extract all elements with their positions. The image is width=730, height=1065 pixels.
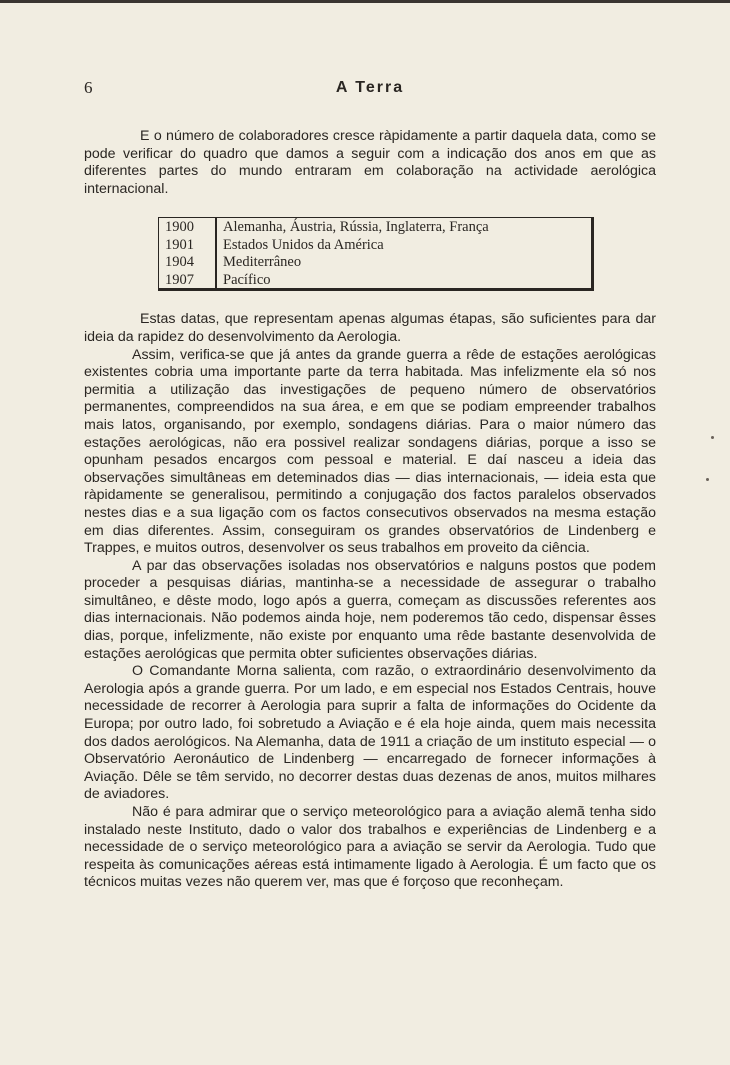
paragraph: Não é para admirar que o serviço meteorológico para a aviação alemã tenha sido instalado neste Instituto, dado o valor dos trabalhos e experiências de Lindenberg e a necessidade de o serviço meteorológico para a aviação se servir da Aerologia. Tudo que respeita às comunicações aéreas está intimamente ligado à Aerologia. É um facto que os técnicos muitas vezes não querem ver, mas que é forçoso que reconheçam.	[84, 804, 656, 891]
intro-paragraph: E o número de colaboradores cresce ràpidamente a partir daquela data, como se pode verificar do quadro que damos a seguir com a indicação dos anos em que as diferentes partes do mundo entraram em colaboração na actividade aerológica internacional.	[84, 128, 656, 197]
year-cell: 1907	[159, 271, 216, 289]
table-row	[159, 253, 591, 271]
page-number: 6	[84, 78, 93, 97]
places-cell: Pacífico	[223, 271, 271, 288]
year-cell: 1900	[159, 218, 216, 236]
paragraph: A par das observações isoladas nos observatórios e nalguns postos que podem proceder a pesquisas diárias, mantinha-se a necessidade de assegurar o trabalho simultâneo, e dêste modo, logo após a guerra, começam as discussões referentes aos dias internacionais. Não podemos ainda hoje, nem poderemos tão cedo, dispensar êsses dias, porque, infelizmente, não existe por enquanto uma rêde bastante desenvolvida de estações aerológicas que permita obter suficientes observações diárias.	[84, 557, 656, 662]
table-row	[159, 271, 591, 289]
scan-edge	[0, 0, 730, 3]
places-cell: Alemanha, Áustria, Rússia, Inglaterra, França	[223, 219, 489, 236]
running-title: A Terra	[335, 79, 405, 96]
places-cell: Mediterrâneo	[223, 254, 302, 271]
places-cell: Estados Unidos da América	[223, 236, 384, 253]
table-row	[159, 218, 591, 236]
dates-table	[159, 218, 591, 288]
year-cell: 1904	[159, 253, 216, 271]
year-cell: 1901	[159, 236, 216, 254]
paper-speck	[711, 436, 714, 439]
paragraph: O Comandante Morna salienta, com razão, o extraordinário desenvolvimento da Aerologia após a grande guerra. Por um lado, e em especial nos Estados Centrais, houve necessidade de recorrer à Aerologia para suprir a falta de informações do Ocidente da Europa; por outro lado, foi sobretudo a Aviação e é ela hoje ainda, quem mais necessita dos dados aerológicos. Na Alemanha, data de 1911 a criação de um instituto especial — o Observatório Aeronáutico de Lindenberg — encarregado de fornecer informações à Aviação. Dêle se têm servido, no decorrer destas duas dezenas de anos, muitos milhares de aviadores.	[84, 663, 656, 803]
paper-speck	[706, 478, 709, 481]
paragraph: Estas datas, que representam apenas algumas étapas, são suficientes para dar ideia da rapidez do desenvolvimento da Aerologia.	[84, 311, 656, 345]
table-row	[159, 236, 591, 254]
body-text	[84, 128, 656, 892]
page-header	[84, 78, 656, 102]
paragraph: Assim, verifica-se que já antes da grande guerra a rêde de estações aerológicas existentes cobria uma importante parte da terra habitada. Mas infelizmente ela só nos permitia a utilização das investigações de pequeno número de observatórios permanentes, compreendidos na sua área, e em que se podiam empreender trabalhos mais latos, organisando, por exemplo, sondagens diárias. Para o maior número das estações aerológicas, não era possivel realizar sondagens diárias, porque a isso se opunham pesados encargos com pessoal e material. E daí nasceu a ideia das observações simultâneas em deteminados dias — dias internacionais, — ideia esta que ràpidamente se generalisou, permitindo a conjugação dos factos paralelos observados nestes dias e a sua ligação com os factos consecutivos observados na mesma estação em dias diferentes. Assim, conseguiram os grandes observatórios de Lindenberg e Trappes, e muitos outros, desenvolver os seus trabalhos em proveito da ciência.	[84, 346, 656, 557]
collaboration-table	[158, 217, 594, 291]
